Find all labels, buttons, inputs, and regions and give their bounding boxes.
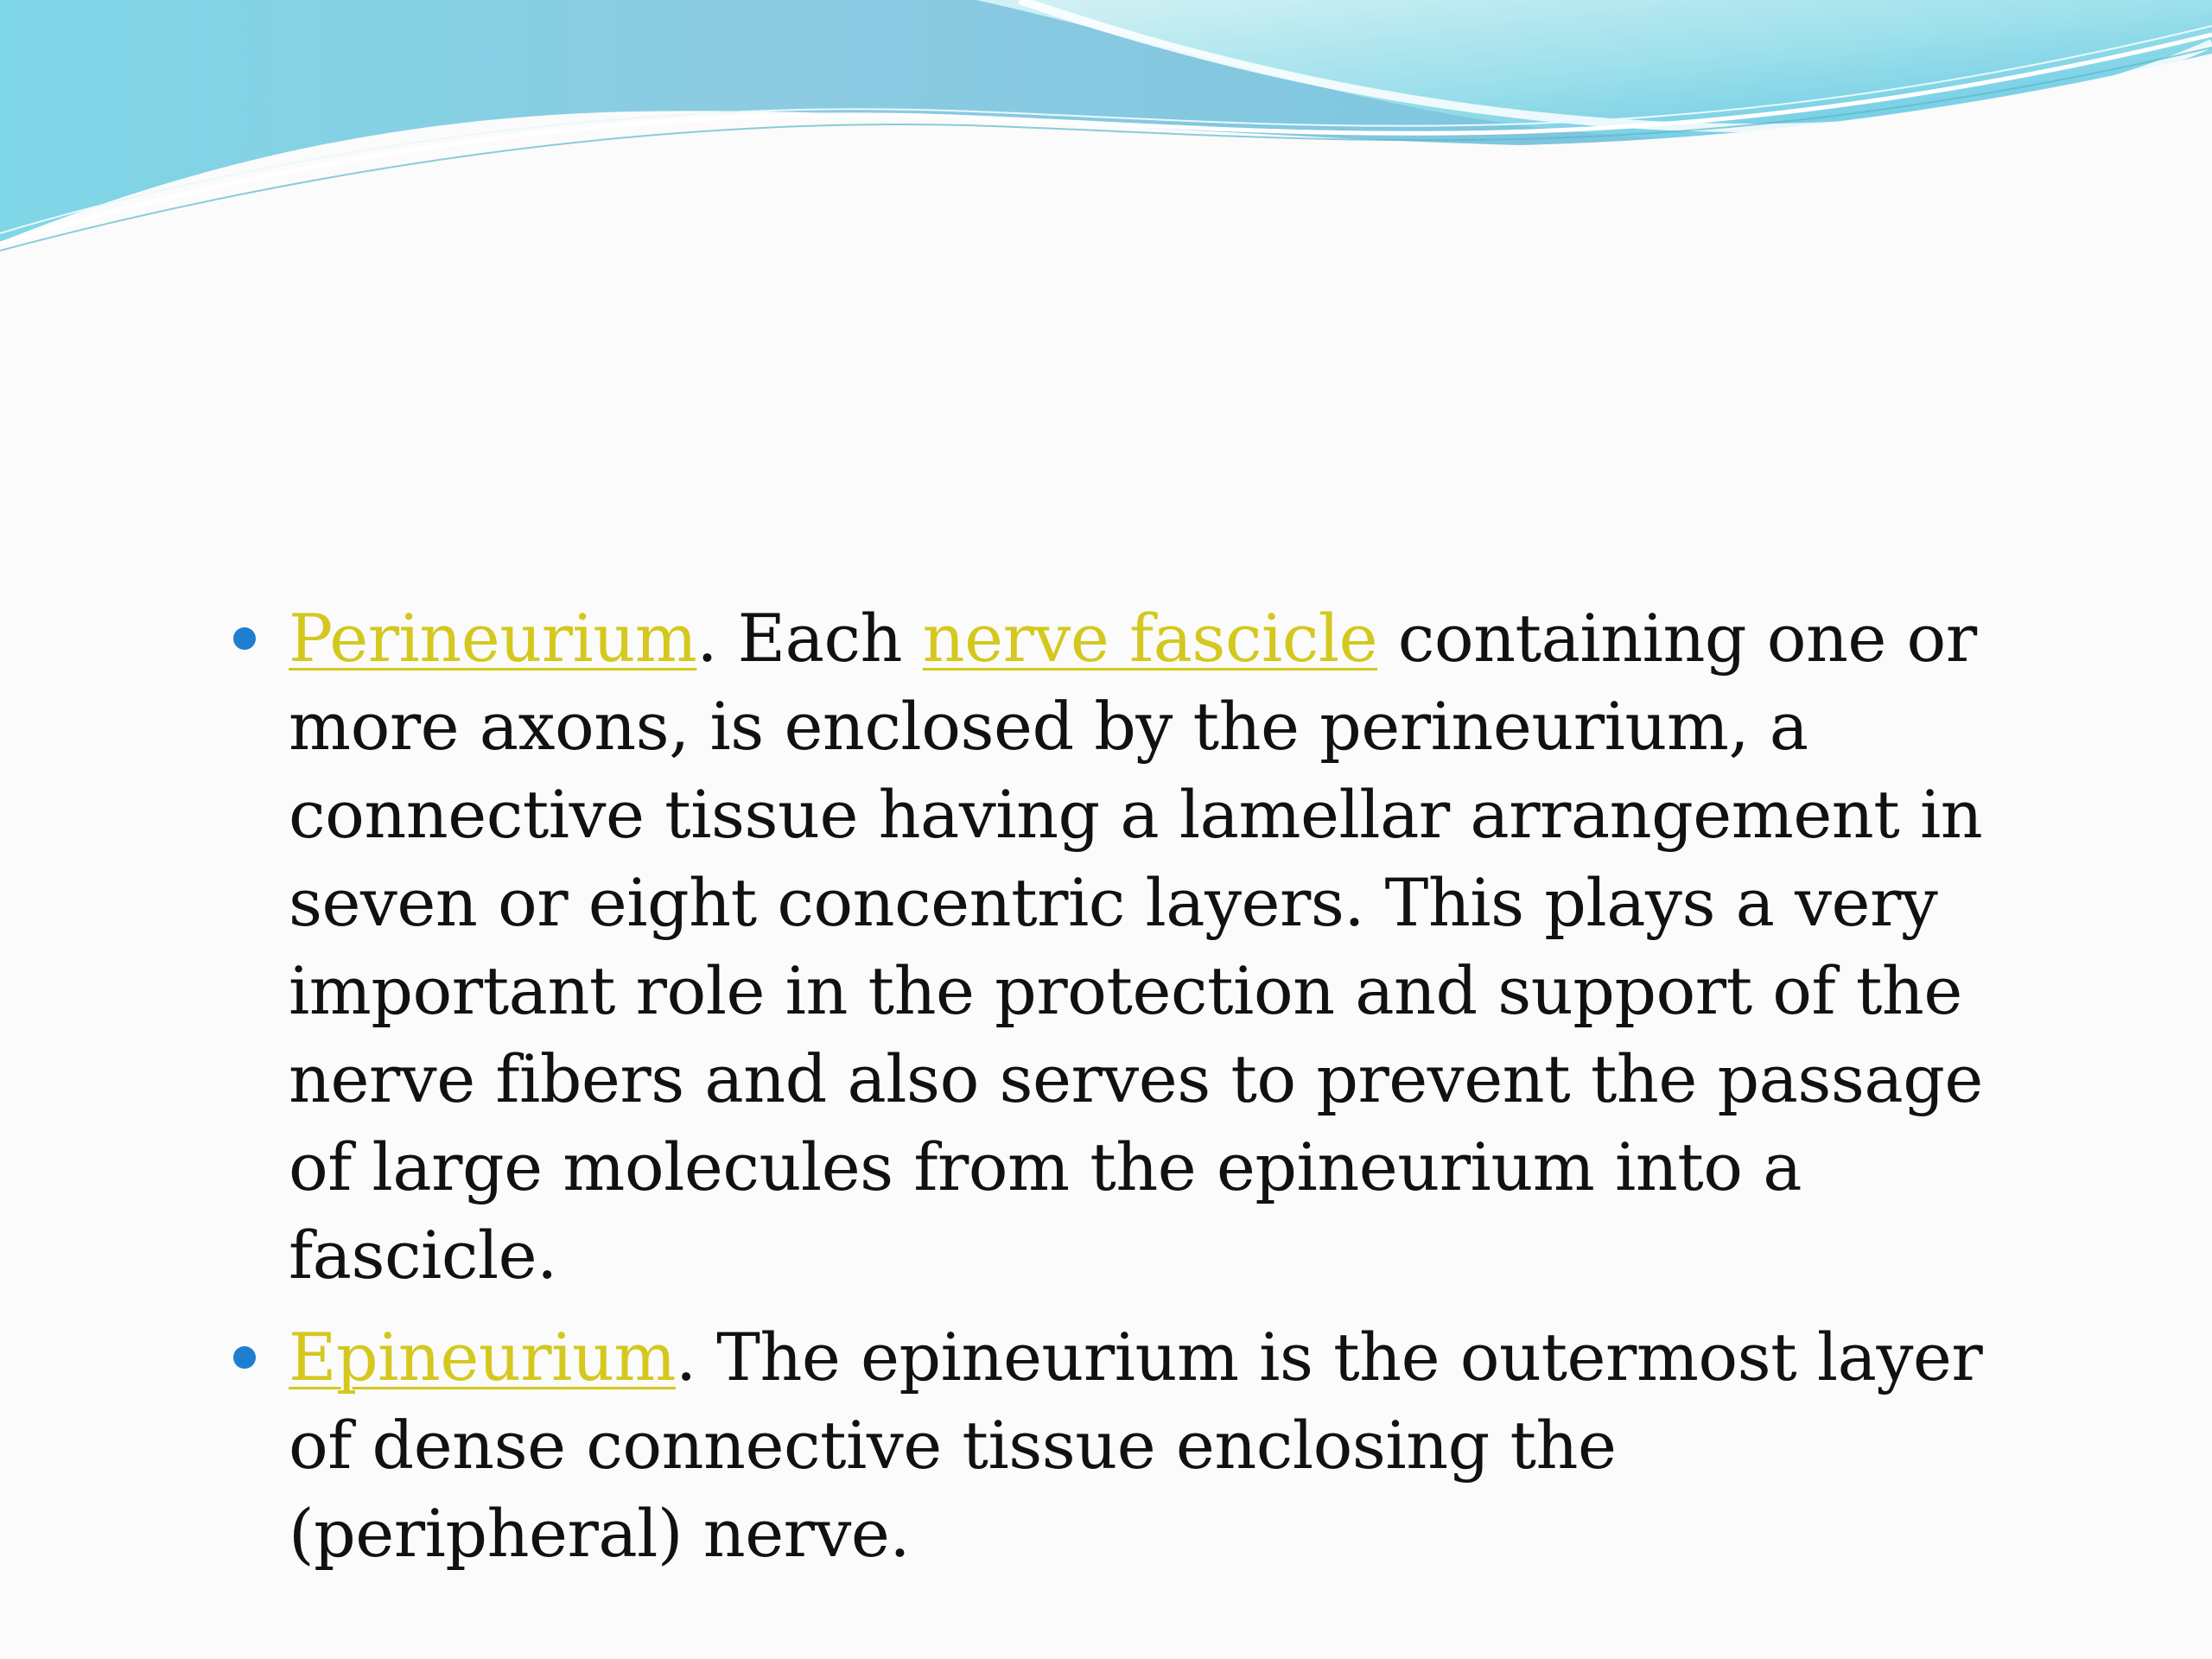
bullet-dot-icon (233, 627, 256, 650)
bullet-item-perineurium (225, 594, 2022, 1300)
wave-banner (0, 0, 2212, 259)
link-epineurium[interactable]: Epineurium (289, 1319, 676, 1395)
bullet-content (225, 594, 2022, 1592)
bullet-text-perineurium: containing one or more axons, is enclosed by the perineurium, a connective tissue having a lamellar arrangement in seven or eight concentric layers. This plays a very important role in the protection and support of the nerve fibers and also serves to prevent the passage of large molecules from the epineurium into a fascicle. (289, 600, 1983, 1294)
bullet-text-epineurium: . The epineurium is the outermost layer of dense connective tissue enclosing the (peripheral) nerve. (289, 1319, 1983, 1572)
bullet-dot-icon (233, 1346, 256, 1369)
bullet-text-separator: . Each (696, 600, 923, 677)
link-nerve-fascicle[interactable]: nerve fascicle (922, 600, 1378, 677)
bullet-list (225, 594, 2022, 1578)
link-perineurium[interactable]: Perineurium (289, 600, 697, 677)
bullet-item-epineurium (225, 1313, 2022, 1578)
